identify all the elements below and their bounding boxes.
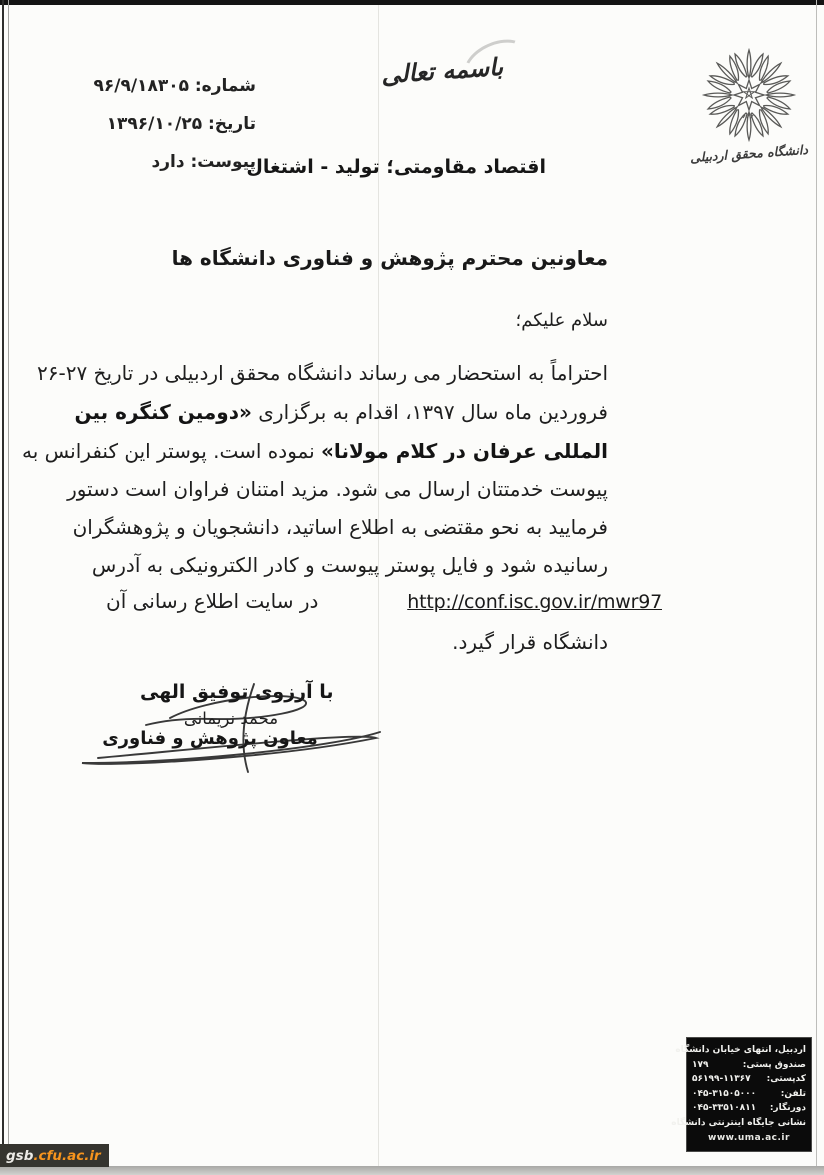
letter-date-label: تاریخ: (208, 114, 256, 134)
contact-phone-label: تلفن: (780, 1088, 806, 1099)
university-logo-emblem (694, 46, 804, 148)
watermark-prefix: gsb (6, 1147, 34, 1164)
contact-address: اردبیل، انتهای خیابان دانشگاه (675, 1045, 806, 1055)
scan-left-edge-line (2, 0, 4, 1175)
scan-bottom-edge (0, 1166, 824, 1175)
body-line-3 (22, 436, 608, 466)
watermark-badge (0, 1144, 109, 1167)
contact-pobox-value: ۱۷۹ (692, 1059, 709, 1070)
contact-fax-value: ۰۴۵-۳۳۵۱۰۸۱۱ (692, 1103, 757, 1114)
scan-left-edge-line-2 (8, 0, 9, 1175)
congress-title-part-2: المللی عرفان در کلام مولانا» (321, 439, 608, 463)
scan-shadow-gradient-band (693, 198, 807, 1038)
letter-number-row (93, 76, 256, 97)
besmellah-calligraphy: باسمه تعالی (380, 51, 504, 90)
body-line-4: پیوست خدمتتان ارسال می شود. مزید امتنان فراوان است دستور (67, 477, 608, 501)
university-logo-caption: دانشگاه محقق اردبیلی (689, 141, 809, 166)
conference-url-link: http://conf.isc.gov.ir/mwr97 (407, 591, 662, 613)
recipient-line: معاونین محترم پژوهش و فناوری دانشگاه ها (171, 246, 608, 270)
scan-top-edge (0, 0, 824, 5)
contact-website-caption: نشانی جایگاه اینترنتی دانشگاه (671, 1117, 806, 1128)
congress-title-part-1: «دومین کنگره بین (74, 400, 252, 424)
contact-pobox-label: صندوق پستی: (742, 1059, 806, 1070)
signatory-name: محمد نریمانی (183, 709, 279, 728)
letter-attachment-label: پیوست: (190, 152, 256, 172)
body-line-3-text: نموده است. پوستر این کنفرانس به (22, 439, 322, 463)
stamp-smudge (456, 30, 539, 100)
body-line-7 (106, 589, 662, 613)
contact-postal-value: ۵۶۱۹۹-۱۱۳۶۷ (692, 1074, 751, 1085)
contact-postal-label: کدپستی: (766, 1074, 806, 1085)
contact-pobox-row (692, 1058, 806, 1073)
contact-postal-row (692, 1072, 806, 1087)
letter-date-value: ۱۳۹۶/۱۰/۲۵ (106, 114, 203, 134)
body-line-7-text: در سایت اطلاع رسانی آن (106, 589, 319, 613)
contact-phone-value: ۰۴۵-۳۱۵۰۵۰۰۰ (692, 1088, 757, 1099)
paper-fold-crease (378, 5, 379, 1166)
letter-attachment-value: دارد (151, 152, 185, 172)
letter-attachment-row (128, 152, 256, 173)
body-line-2 (74, 397, 608, 427)
body-line-5: فرمایید به نحو مقتضی به اطلاع اساتید، دانشجویان و پژوهشگران (72, 515, 608, 539)
contact-info-box (671, 1037, 812, 1152)
contact-fax-row (692, 1101, 806, 1116)
signature-wish-line: با آرزوی توفیق الهی (140, 681, 334, 703)
body-line-1: احتراماً به استحضار می رساند دانشگاه محقق اردبیلی در تاریخ ۲۷-۲۶ (37, 361, 608, 385)
university-logo (689, 46, 809, 166)
letter-date-row (106, 114, 256, 135)
letter-number-label: شماره: (194, 76, 256, 96)
university-website-url: www.uma.ac.ir (708, 1132, 790, 1143)
scan-right-edge-line (816, 0, 817, 1175)
year-slogan: اقتصاد مقاومتی؛ تولید - اشتغال (246, 156, 546, 178)
handwritten-signature-scribble (58, 668, 408, 780)
contact-phone-row (692, 1087, 806, 1102)
contact-fax-label: دورنگار: (769, 1103, 806, 1114)
body-line-8: دانشگاه قرار گیرد. (452, 630, 608, 654)
watermark-suffix: .cfu.ac.ir (33, 1147, 101, 1164)
body-line-6: رسانیده شود و فایل پوستر پیوست و کادر الکترونیکی به آدرس (91, 553, 608, 577)
letter-number-value: ۹۶/۹/۱۸۳۰۵ (93, 76, 189, 96)
body-line-2-text: فروردین ماه سال ۱۳۹۷، اقدام به برگزاری (251, 400, 608, 424)
letter-meta-block (93, 76, 256, 190)
signatory-title: معاون پژوهش و فناوری (102, 728, 318, 749)
salutation-line: سلام علیکم؛ (515, 310, 608, 331)
